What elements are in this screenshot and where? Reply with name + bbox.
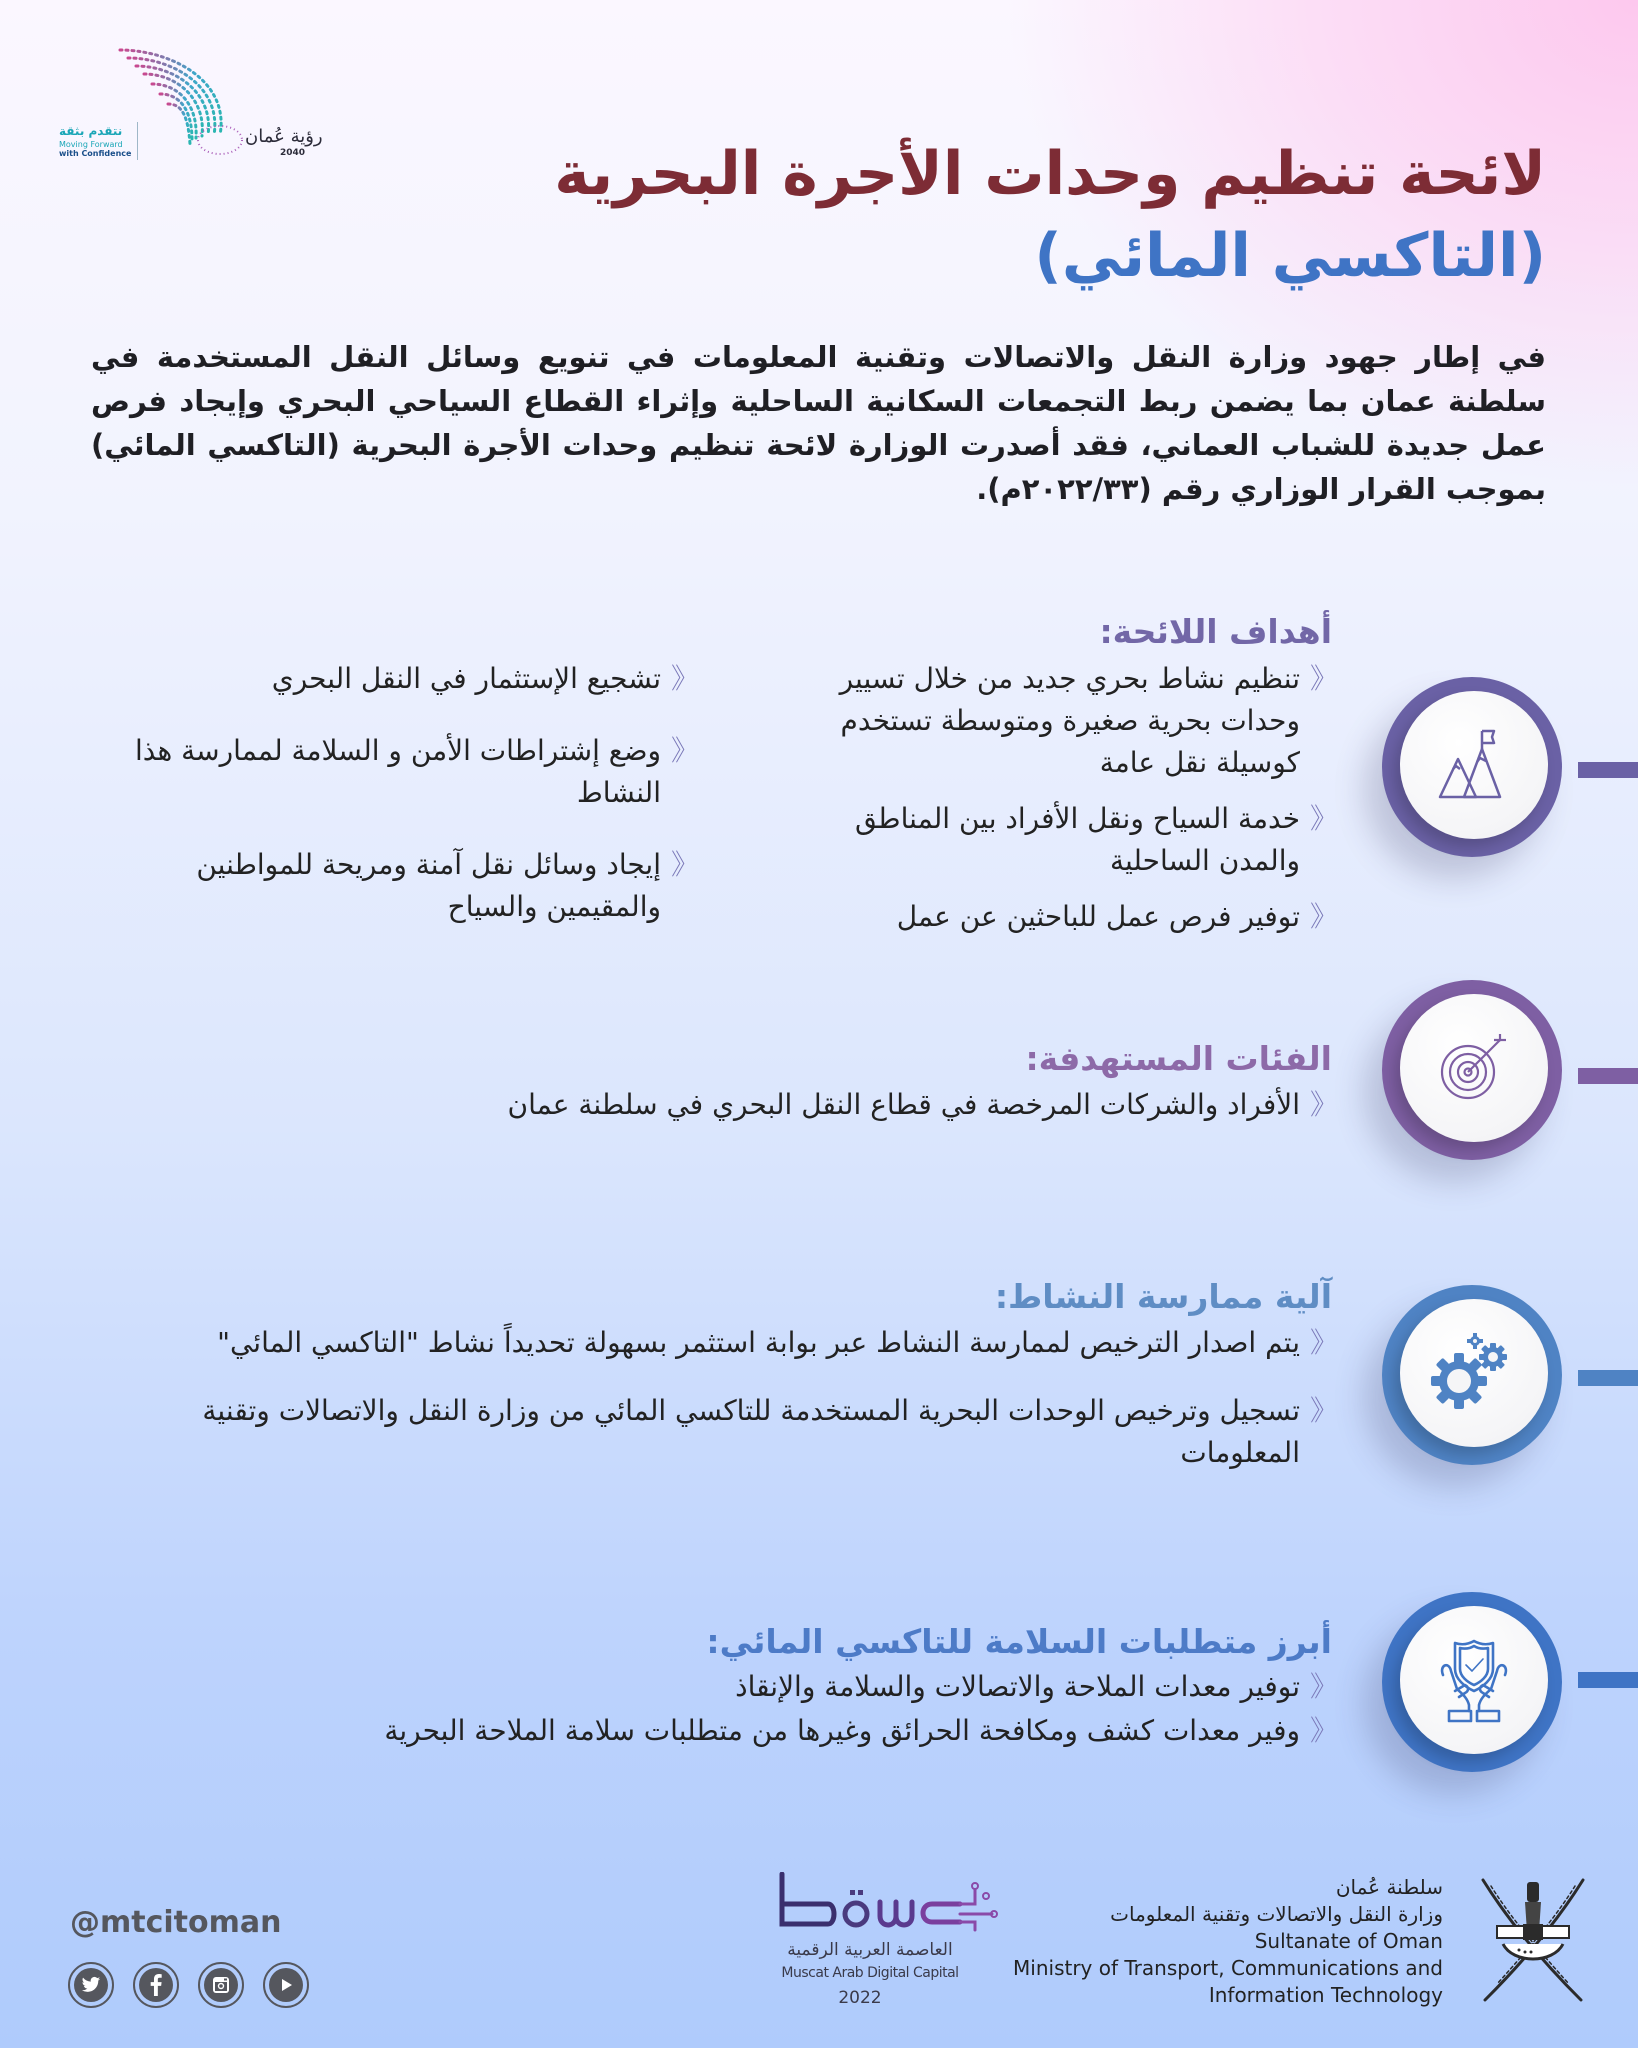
twitter-icon: [74, 1968, 108, 2002]
objectives-list-left: [93, 658, 693, 928]
ministry-name-ar: وزارة النقل والاتصالات وتقنية المعلومات: [1110, 1902, 1443, 1926]
safety-icon-circle: [1382, 1592, 1562, 1772]
objectives-icon-circle: [1382, 677, 1562, 857]
ministry-name-en-1: Ministry of Transport, Communications and: [1013, 1956, 1443, 1980]
instagram-icon: [204, 1968, 238, 2002]
target-groups-heading: الفئات المستهدفة:: [1025, 1039, 1332, 1078]
list-item: [772, 798, 1332, 882]
youtube-link[interactable]: [263, 1962, 309, 2008]
target-groups-list: [332, 1084, 1332, 1126]
mechanism-list: [82, 1322, 1332, 1474]
ministry-name-block: [1013, 1874, 1443, 2009]
list-item: [93, 844, 693, 928]
logo-divider: [137, 122, 138, 160]
safety-heading: أبرز متطلبات السلامة للتاكسي المائي:: [706, 1622, 1332, 1661]
list-item: [772, 658, 1332, 784]
target-icon: [1434, 1028, 1514, 1108]
oman-vision-2040-logo: [55, 40, 323, 170]
list-item: [93, 658, 693, 700]
chevron-bullet-icon: 《: [1309, 900, 1332, 933]
muscat-digital-capital-logo: [760, 1872, 1000, 2022]
twitter-link[interactable]: [68, 1962, 114, 2008]
connector-line: [1578, 1672, 1638, 1688]
vision-tagline-english: [59, 140, 139, 158]
list-item: [93, 730, 693, 814]
list-item: [82, 1322, 1332, 1364]
oman-emblem-icon: [1473, 1872, 1593, 2012]
chevron-bullet-icon: 《: [1309, 802, 1332, 835]
mechanism-icon-circle: [1382, 1285, 1562, 1465]
objective-text: تنظيم نشاط بحري جديد من خلال تسيير وحدات بحرية صغيرة ومتوسطة تستخدم كوسيلة نقل عامة: [839, 662, 1300, 779]
safety-text: توفير معدات الملاحة والاتصالات والسلامة والإنقاذ: [735, 1670, 1300, 1703]
objective-text: تشجيع الإستثمار في النقل البحري: [271, 662, 661, 695]
hands-shield-icon: [1429, 1635, 1519, 1725]
social-links: [68, 1962, 309, 2008]
vision-arabic-name: رؤية عُمان: [245, 126, 323, 147]
icon-disc: [1400, 1606, 1548, 1754]
objective-text: خدمة السياح ونقل الأفراد بين المناطق والمدن الساحلية: [854, 802, 1300, 877]
mechanism-text: تسجيل وترخيص الوحدات البحرية المستخدمة للتاكسي المائي من وزارة النقل والاتصالات وتقنية المعلومات: [202, 1394, 1300, 1469]
list-item: [332, 1084, 1332, 1126]
objective-text: توفير فرص عمل للباحثين عن عمل: [896, 900, 1300, 933]
chevron-bullet-icon: 《: [1309, 1714, 1332, 1747]
objective-text: وضع إشتراطات الأمن و السلامة لممارسة هذا النشاط: [135, 734, 661, 809]
safety-list: [232, 1666, 1332, 1752]
chevron-bullet-icon: 《: [1309, 662, 1332, 695]
social-handle[interactable]: @mtcitoman: [70, 1905, 282, 1940]
list-item: [232, 1710, 1332, 1752]
chevron-bullet-icon: 《: [1309, 1326, 1332, 1359]
target-groups-icon-circle: [1382, 980, 1562, 1160]
facebook-icon: [139, 1968, 173, 2002]
gears-icon: [1429, 1333, 1519, 1413]
digital-capital-english: Muscat Arab Digital Capital: [781, 1965, 959, 1981]
list-item: [82, 1390, 1332, 1474]
objectives-heading: أهداف اللائحة:: [1099, 612, 1332, 651]
vision-year: 2040: [280, 148, 306, 158]
facebook-link[interactable]: [133, 1962, 179, 2008]
mechanism-heading: آلية ممارسة النشاط:: [994, 1277, 1332, 1316]
connector-line: [1578, 1370, 1638, 1386]
digital-capital-mark: [770, 1872, 1000, 1932]
chevron-bullet-icon: 《: [1309, 1088, 1332, 1121]
instagram-link[interactable]: [198, 1962, 244, 2008]
chevron-bullet-icon: 《: [670, 734, 693, 767]
icon-disc: [1400, 691, 1548, 839]
youtube-icon: [269, 1968, 303, 2002]
chevron-bullet-icon: 《: [1309, 1670, 1332, 1703]
page-title: لائحة تنظيم وحدات الأجرة البحرية: [554, 139, 1546, 209]
ministry-name-en-2: Information Technology: [1208, 1983, 1443, 2007]
intro-paragraph: في إطار جهود وزارة النقل والاتصالات وتقنية المعلومات في تنويع وسائل النقل المستخدمة في سلطنة عمان بما يضمن ربط التجمعات السكانية الساحلية وإثراء القطاع السياحي البحري وإيجاد فرص عمل جديدة للشباب العماني، فقد أصدرت الوزارة لائحة تنظيم وحدات الأجرة البحرية (التاكسي المائي) بموجب القرار الوزاري رقم (٢٠٢٢/٣٣م).: [91, 340, 1546, 506]
vision-tagline-arabic: نتقدم بثقة: [59, 124, 123, 138]
chevron-bullet-icon: 《: [1309, 1394, 1332, 1427]
mechanism-text: يتم اصدار الترخيص لممارسة النشاط عبر بوابة استثمر بسهولة تحديداً نشاط "التاكسي المائي": [217, 1326, 1300, 1359]
tagline-line-1: Moving Forward: [59, 140, 123, 149]
digital-capital-year: 2022: [838, 1988, 882, 2008]
objectives-list-right: [772, 658, 1332, 938]
page-subtitle: (التاكسي المائي): [1034, 221, 1546, 291]
icon-disc: [1400, 994, 1548, 1142]
safety-text: وفير معدات كشف ومكافحة الحرائق وغيرها من متطلبات سلامة الملاحة البحرية: [384, 1714, 1300, 1747]
tagline-line-2: with Confidence: [59, 149, 132, 158]
objective-text: إيجاد وسائل نقل آمنة ومريحة للمواطنين والمقيمين والسياح: [196, 848, 661, 923]
mountain-flag-icon: [1434, 725, 1514, 805]
target-group-text: الأفراد والشركات المرخصة في قطاع النقل البحري في سلطنة عمان: [507, 1088, 1300, 1121]
chevron-bullet-icon: 《: [670, 662, 693, 695]
ministry-country-en: Sultanate of Oman: [1254, 1929, 1443, 1953]
chevron-bullet-icon: 《: [670, 848, 693, 881]
list-item: [232, 1666, 1332, 1708]
list-item: [772, 896, 1332, 938]
icon-disc: [1400, 1299, 1548, 1447]
ministry-country-ar: سلطنة عُمان: [1335, 1875, 1443, 1899]
connector-line: [1578, 762, 1638, 778]
digital-capital-arabic: العاصمة العربية الرقمية: [787, 1940, 953, 1960]
connector-line: [1578, 1068, 1638, 1084]
